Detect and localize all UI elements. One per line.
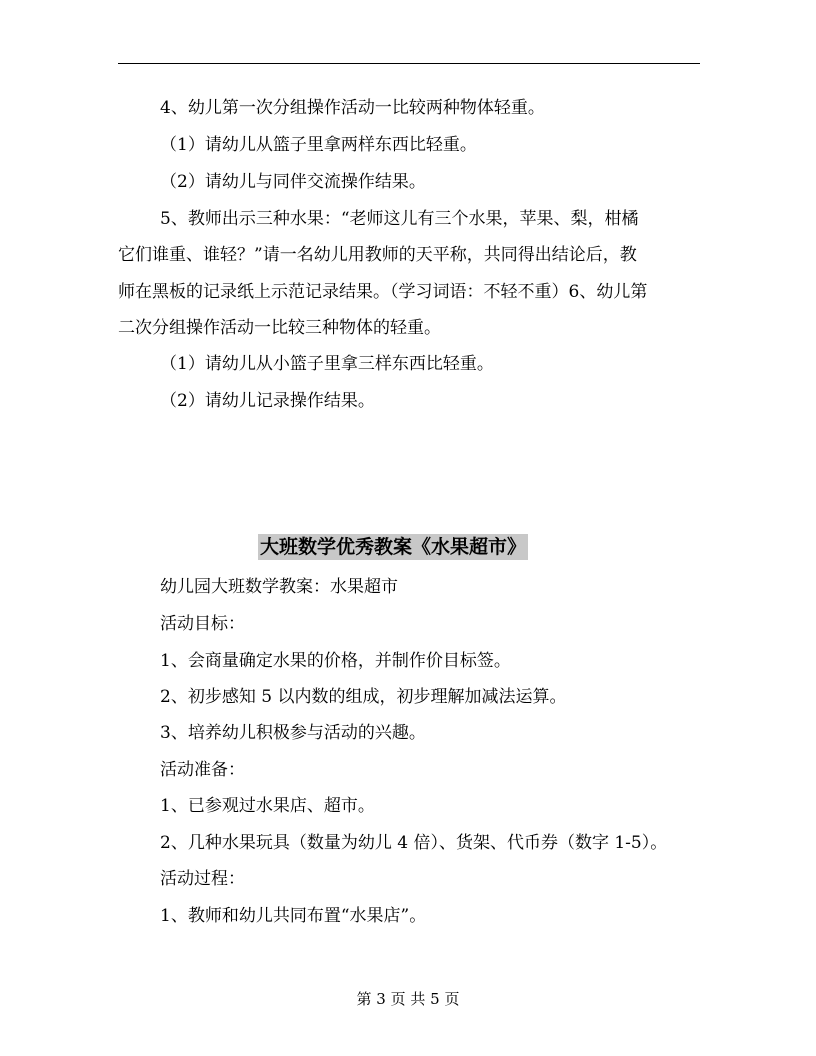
step-6-line: 二次分组操作活动一比较三种物体的轻重。 <box>118 318 441 338</box>
section-goals-heading: 活动目标： <box>160 614 245 634</box>
section-process-heading: 活动过程： <box>160 869 245 889</box>
goal-3: 3、培养幼儿积极参与活动的兴趣。 <box>160 723 426 743</box>
section-prep-heading: 活动准备： <box>160 760 245 780</box>
step-5-line-1: 5、教师出示三种水果：“老师这儿有三个水果，苹果、梨，柑橘 <box>160 209 639 229</box>
goal-2: 2、初步感知 5 以内数的组成，初步理解加减法运算。 <box>160 687 567 707</box>
goal-1: 1、会商量确定水果的价格，并制作价目标签。 <box>160 651 511 671</box>
step-6-sub-1: （1）请幼儿从小篮子里拿三样东西比轻重。 <box>160 354 494 374</box>
step-4-sub-1: （1）请幼儿从篮子里拿两样东西比轻重。 <box>160 135 477 155</box>
step-4: 4、幼儿第一次分组操作活动一比较两种物体轻重。 <box>160 98 545 118</box>
step-4-sub-2: （2）请幼儿与同伴交流操作结果。 <box>160 172 426 192</box>
lesson-title: 大班数学优秀教案《水果超市》 <box>260 536 527 558</box>
lesson-subtitle: 幼儿园大班数学教案：水果超市 <box>160 577 398 597</box>
header-rule <box>118 63 700 64</box>
step-5-line-2: 它们谁重、谁轻？”请一名幼儿用教师的天平称，共同得出结论后，教 <box>118 245 637 265</box>
process-1: 1、教师和幼儿共同布置“水果店”。 <box>160 906 427 926</box>
prep-1: 1、已参观过水果店、超市。 <box>160 796 375 816</box>
step-6-sub-2: （2）请幼儿记录操作结果。 <box>160 391 375 411</box>
page-number: 第 3 页 共 5 页 <box>356 990 460 1008</box>
step-5-line-3: 师在黑板的记录纸上示范记录结果。（学习词语：不轻不重）6、幼儿第 <box>118 282 648 302</box>
prep-2: 2、几种水果玩具（数量为幼儿 4 倍）、货架、代币券（数字 1-5）。 <box>160 833 668 853</box>
